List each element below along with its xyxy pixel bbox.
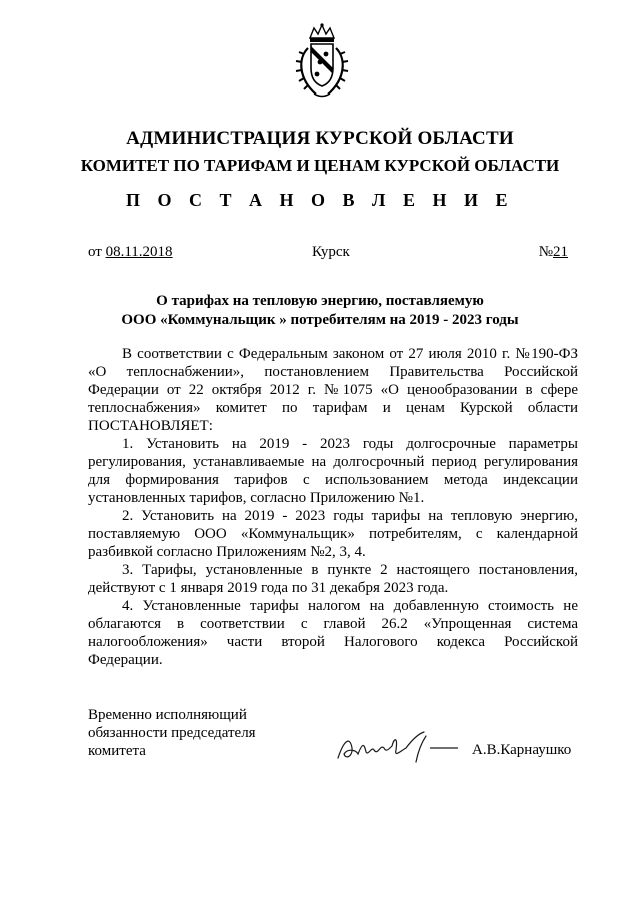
item-1-paragraph: 1. Установить на 2019 - 2023 годы долгосрочные параметры регулирования, устанавливаемые на долгосрочный период регулирования для формирования тарифов с использованием метода индексации установленных тарифов, согласно Приложению №1. xyxy=(88,436,578,506)
signatory-position-line-1: Временно исполняющий xyxy=(88,707,247,723)
date-prefix: от xyxy=(88,244,106,260)
document-type-title: П О С Т А Н О В Л Е Н И Е xyxy=(126,190,514,210)
kursk-coat-of-arms-emblem xyxy=(292,22,352,100)
preamble-paragraph: В соответствии с Федеральным законом от 27 июля 2010 г. №190-ФЗ «О теплоснабжении», постановлением Правительства Российской Федерации от 22 октября 2012 г. №1075 «О ценообразовании в сфере теплоснабжения» комитет по тарифам и ценам Курской области ПОСТАНОВЛЯЕТ: xyxy=(88,346,578,434)
resolution-subject xyxy=(0,292,640,330)
number-value: 21 xyxy=(553,244,568,260)
resolution-city: Курск xyxy=(312,244,350,260)
resolution-body xyxy=(88,345,578,669)
subject-line-1: О тарифах на тепловую энергию, поставляемую xyxy=(156,293,484,309)
date-value: 08.11.2018 xyxy=(105,244,173,260)
signatory-name: А.В.Карнаушко xyxy=(472,742,572,758)
resolution-number xyxy=(539,244,568,261)
resolution-date xyxy=(88,244,173,261)
organization-title: АДМИНИСТРАЦИЯ КУРСКОЙ ОБЛАСТИ xyxy=(126,128,514,149)
signatory-position-line-3: комитета xyxy=(88,743,146,759)
item-3-paragraph: 3. Тарифы, установленные в пункте 2 настоящего постановления, действуют с 1 января 2019 года по 31 декабря 2023 года. xyxy=(88,562,578,596)
item-2-paragraph: 2. Установить на 2019 - 2023 годы тарифы на тепловую энергию, поставляемую ООО «Коммунальщик» потребителям, с календарной разбивкой согласно Приложениям №2, 3, 4. xyxy=(88,508,578,560)
number-prefix: № xyxy=(538,244,553,260)
item-4-paragraph: 4. Установленные тарифы налогом на добавленную стоимость не облагаются в соответствии с главой 26.2 «Упрощенная система налогообложения» части второй Налогового кодекса Российской Федерации. xyxy=(88,598,578,668)
signatory-position xyxy=(88,706,256,760)
signatory-position-line-2: обязанности председателя xyxy=(88,725,256,741)
handwritten-signature xyxy=(334,728,466,768)
subject-line-2: ООО «Коммунальщик » потребителям на 2019 - 2023 годы xyxy=(121,312,519,328)
committee-title: КОМИТЕТ ПО ТАРИФАМ И ЦЕНАМ КУРСКОЙ ОБЛАСТИ xyxy=(80,156,560,175)
